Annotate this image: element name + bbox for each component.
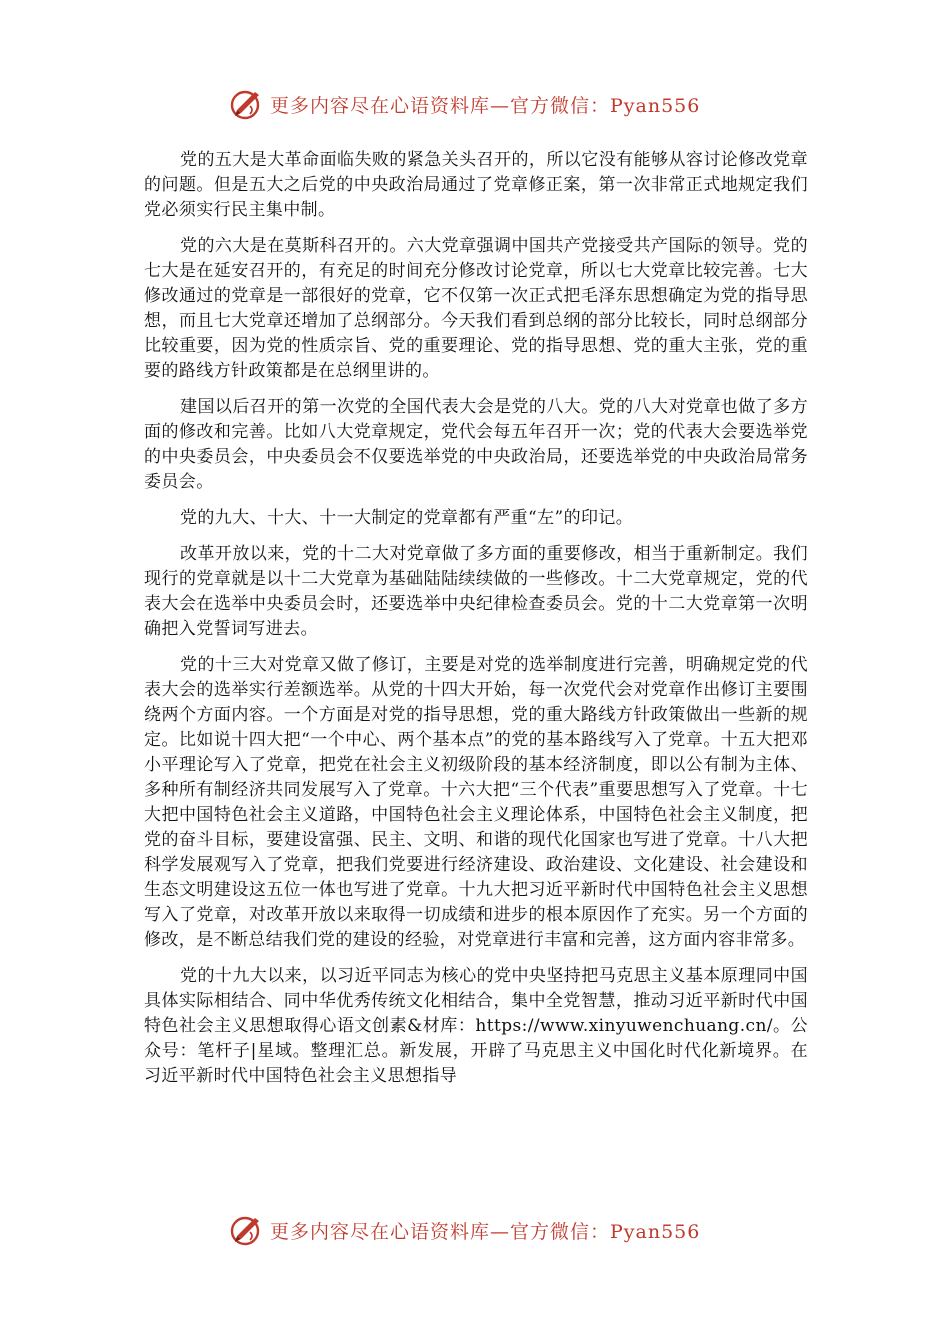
- paragraph: 党的十三大对党章又做了修订，主要是对党的选举制度进行完善，明确规定党的代表大会的选举实行差额选举。从党的十四大开始，每一次党代会对党章作出修订主要围绕两个方面内容。一个方面是对党的指导思想，党的重大路线方针政策做出一些新的规定。比如说十四大把“一个中心、两个基本点”的党的基本路线写入了党章。十五大把邓小平理论写入了党章，把党在社会主义初级阶段的基本经济制度，即以公有制为主体、多种所有制经济共同发展写入了党章。十六大把“三个代表”重要思想写入了党章。十七大把中国特色社会主义道路，中国特色社会主义理论体系，中国特色社会主义制度，把党的奋斗目标，要建设富强、民主、文明、和谐的现代化国家也写进了党章。十八大把科学发展观写入了党章，把我们党要进行经济建设、政治建设、文化建设、社会建设和生态文明建设这五位一体也写进了党章。十九大把习近平新时代中国特色社会主义思想写入了党章，对改革开放以来取得一切成绩和进步的根本原因作了充实。另一个方面的修改，是不断总结我们党的建设的经验，对党章进行丰富和完善，这方面内容非常多。: [144, 655, 808, 950]
- header-watermark-text: 更多内容尽在心语资料库—官方微信：Pyan556: [270, 94, 701, 117]
- footer-watermark-banner: [228, 1210, 748, 1250]
- pen-logo-icon: [228, 86, 264, 122]
- pen-logo-icon: [228, 1212, 264, 1248]
- document-body: [144, 148, 808, 1100]
- footer-watermark-text: 更多内容尽在心语资料库—官方微信：Pyan556: [270, 1220, 701, 1243]
- paragraph: 党的十九大以来，以习近平同志为核心的党中央坚持把马克思主义基本原理同中国具体实际相结合、同中华优秀传统文化相结合，集中全党智慧，推动习近平新时代中国特色社会主义思想取得心语文创素&材库：https://www.xinyuwenchuang.cn/。公众号：笔杆子|星域。整理汇总。新发展，开辟了马克思主义中国化时代化新境界。在习近平新时代中国特色社会主义思想指导: [144, 966, 808, 1086]
- paragraph: 党的九大、十大、十一大制定的党章都有严重“左”的印记。: [180, 508, 634, 528]
- paragraph: 改革开放以来，党的十二大对党章做了多方面的重要修改，相当于重新制定。我们现行的党章就是以十二大党章为基础陆陆续续做的一些修改。十二大党章规定，党的代表大会在选举中央委员会时，还要选举中央纪律检查委员会。党的十二大党章第一次明确把入党誓词写进去。: [144, 544, 808, 639]
- paragraph: 党的六大是在莫斯科召开的。六大党章强调中国共产党接受共产国际的领导。党的七大是在延安召开的，有充足的时间充分修改讨论党章，所以七大党章比较完善。七大修改通过的党章是一部很好的党章，它不仅第一次正式把毛泽东思想确定为党的指导思想，而且七大党章还增加了总纲部分。今天我们看到总纲的部分比较长，同时总纲部分比较重要，因为党的性质宗旨、党的重要理论、党的指导思想、党的重大主张，党的重要的路线方针政策都是在总纲里讲的。: [144, 236, 808, 381]
- paragraph: 党的五大是大革命面临失败的紧急关头召开的，所以它没有能够从容讨论修改党章的问题。但是五大之后党的中央政治局通过了党章修正案，第一次非常正式地规定我们党必须实行民主集中制。: [144, 150, 808, 220]
- header-watermark-banner: [228, 84, 748, 124]
- paragraph: 建国以后召开的第一次党的全国代表大会是党的八大。党的八大对党章也做了多方面的修改和完善。比如八大党章规定，党代会每五年召开一次；党的代表大会要选举党的中央委员会，中央委员会不仅要选举党的中央政治局，还要选举党的中央政治局常务委员会。: [144, 397, 808, 492]
